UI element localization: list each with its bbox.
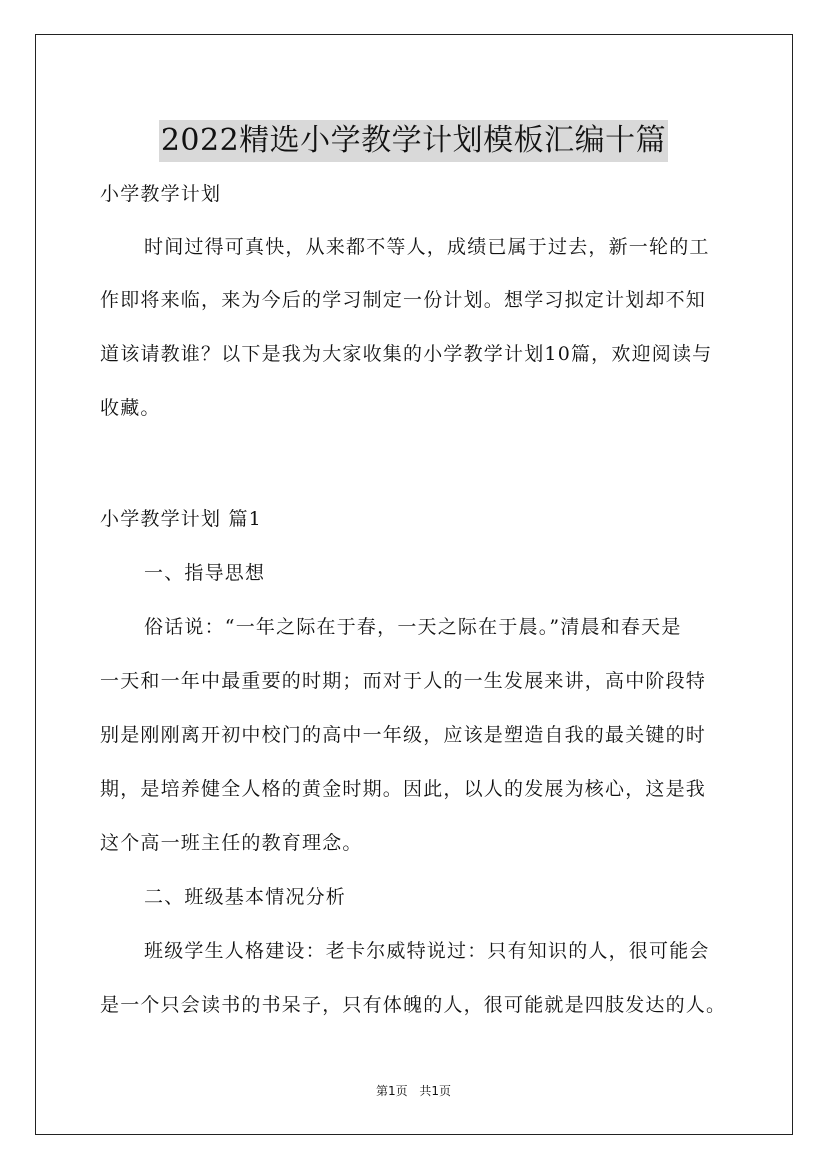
page-number-current: 第1页 <box>375 1084 408 1098</box>
part-heading: 小学教学计划 篇1 <box>100 508 262 530</box>
body-line: 俗话说：“一年之际在于春，一天之际在于晨。”清晨和春天是 <box>144 616 682 638</box>
document-title: 2022精选小学教学计划模板汇编十篇 <box>159 120 668 162</box>
page-number-total: 共1页 <box>419 1084 452 1098</box>
intro-line: 时间过得可真快，从来都不等人，成绩已属于过去，新一轮的工 <box>144 236 710 258</box>
intro-line: 道该请教谁？以下是我为大家收集的小学教学计划10篇，欢迎阅读与 <box>100 343 713 365</box>
subheading-guiding-thought: 一、指导思想 <box>144 562 266 584</box>
body-line: 班级学生人格建设：老卡尔威特说过：只有知识的人，很可能会 <box>144 940 710 962</box>
body-line: 别是刚刚离开初中校门的高中一年级，应该是塑造自我的最关键的时 <box>100 724 707 746</box>
body-line: 是一个只会读书的书呆子，只有体魄的人，很可能就是四肢发达的人。 <box>100 994 727 1016</box>
section-heading: 小学教学计划 <box>100 183 222 205</box>
body-line: 期，是培养健全人格的黄金时期。因此，以人的发展为核心，这是我 <box>100 778 707 800</box>
title-wrap <box>0 100 827 182</box>
page-footer <box>0 1083 827 1099</box>
intro-line: 收藏。 <box>100 397 161 419</box>
body-line: 一天和一年中最重要的时期；而对于人的一生发展来讲，高中阶段特 <box>100 670 707 692</box>
intro-line: 作即将来临，来为今后的学习制定一份计划。想学习拟定计划却不知 <box>100 289 707 311</box>
subheading-class-analysis: 二、班级基本情况分析 <box>144 886 347 908</box>
body-line: 这个高一班主任的教育理念。 <box>100 832 363 854</box>
